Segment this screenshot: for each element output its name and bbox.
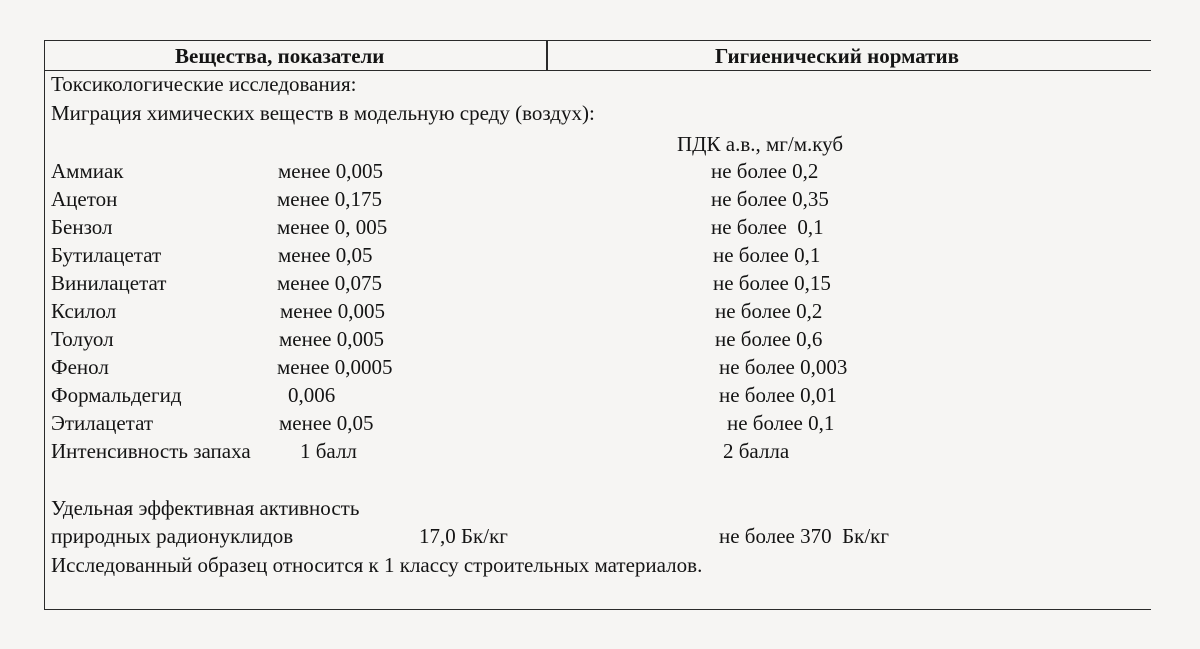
substance-norm: не более 0,1 bbox=[711, 215, 824, 239]
substance-norm: не более 0,2 bbox=[711, 159, 819, 183]
substance-norm: не более 0,01 bbox=[719, 383, 837, 407]
section-subtitle: Миграция химических веществ в модельную среду (воздух): bbox=[51, 101, 595, 125]
header-norm: Гигиенический норматив bbox=[715, 44, 959, 68]
substance-norm: не более 0,1 bbox=[727, 411, 835, 435]
odor-label: Интенсивность запаха bbox=[51, 439, 251, 463]
substance-value: менее 0,175 bbox=[277, 187, 382, 211]
substance-norm: не более 0,2 bbox=[715, 299, 823, 323]
conclusion-text: Исследованный образец относится к 1 классу строительных материалов. bbox=[51, 553, 703, 577]
table-header bbox=[45, 41, 1151, 71]
substance-norm: не более 0,003 bbox=[719, 355, 848, 379]
section-title: Токсикологические исследования: bbox=[51, 72, 357, 96]
unit-label: ПДК а.в., мг/м.куб bbox=[677, 132, 844, 156]
substance-value: менее 0,005 bbox=[280, 299, 385, 323]
odor-value: 1 балл bbox=[300, 439, 357, 463]
results-table bbox=[44, 40, 1151, 610]
substance-norm: не более 0,6 bbox=[715, 327, 823, 351]
substance-name: Бензол bbox=[51, 215, 113, 239]
radionuclides-label-line2: природных радионуклидов bbox=[51, 524, 294, 548]
substance-name: Ацетон bbox=[51, 187, 118, 211]
substance-name: Бутилацетат bbox=[51, 243, 162, 267]
radionuclides-label-line1: Удельная эффективная активность bbox=[51, 496, 360, 520]
radionuclides-value: 17,0 Бк/кг bbox=[419, 524, 508, 548]
substance-value: менее 0,005 bbox=[278, 159, 383, 183]
header-divider bbox=[546, 41, 548, 70]
substance-value: менее 0,05 bbox=[278, 243, 373, 267]
header-substances: Вещества, показатели bbox=[175, 44, 385, 68]
substance-value: менее 0,075 bbox=[277, 271, 382, 295]
substance-name: Ксилол bbox=[51, 299, 117, 323]
substance-name: Формальдегид bbox=[51, 383, 182, 407]
radionuclides-norm: не более 370 Бк/кг bbox=[719, 524, 889, 548]
substance-name: Винилацетат bbox=[51, 271, 167, 295]
substance-value: менее 0, 005 bbox=[277, 215, 388, 239]
substance-name: Этилацетат bbox=[51, 411, 154, 435]
substance-name: Аммиак bbox=[51, 159, 124, 183]
odor-norm: 2 балла bbox=[723, 439, 790, 463]
substance-norm: не более 0,1 bbox=[713, 243, 821, 267]
substance-norm: не более 0,35 bbox=[711, 187, 829, 211]
substance-value: менее 0,005 bbox=[279, 327, 384, 351]
substance-value: менее 0,0005 bbox=[277, 355, 393, 379]
substance-value: 0,006 bbox=[288, 383, 336, 407]
substance-name: Фенол bbox=[51, 355, 109, 379]
substance-name: Толуол bbox=[51, 327, 114, 351]
substance-norm: не более 0,15 bbox=[713, 271, 831, 295]
substance-value: менее 0,05 bbox=[279, 411, 374, 435]
